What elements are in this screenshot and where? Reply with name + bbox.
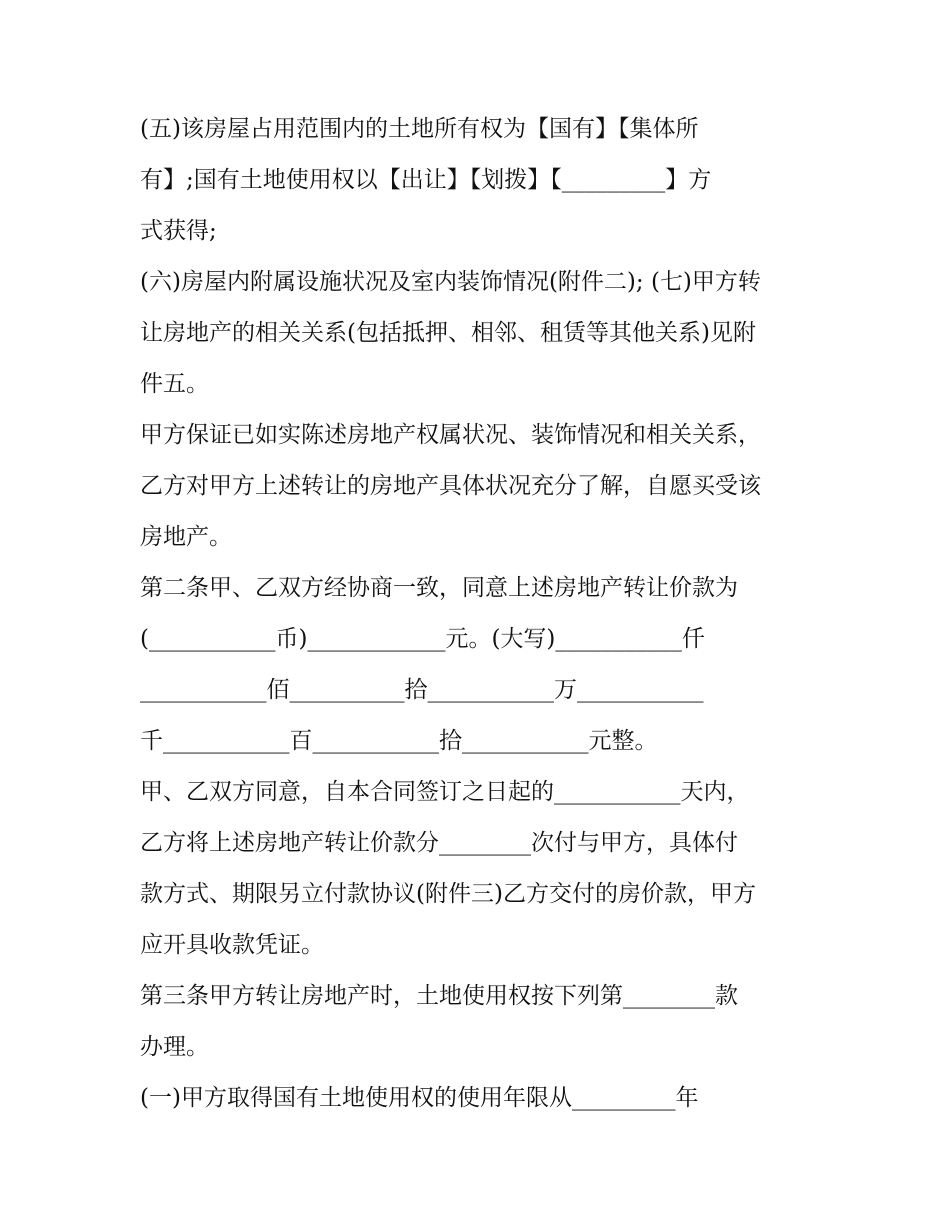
text-line: 式获得; xyxy=(140,218,217,244)
text-line: (___________币)____________元。(大写)___________仟 xyxy=(140,626,705,652)
text-line: (五)该房屋占用范围内的土地所有权为【国有】【集体所 xyxy=(140,116,699,142)
text-line: 第三条甲方转让房地产时，土地使用权按下列第________款 xyxy=(140,983,738,1009)
text-line: 让房地产的相关关系(包括抵押、相邻、租赁等其他关系)见附 xyxy=(140,320,756,346)
text-line: 乙方将上述房地产转让价款分________次付与甲方，具体付 xyxy=(140,830,738,856)
text-line: 千___________百___________拾___________元整。 xyxy=(140,728,658,754)
text-line: 件五。 xyxy=(140,371,209,397)
text-line: 款方式、期限另立付款协议(附件三)乙方交付的房价款，甲方 xyxy=(140,881,756,907)
text-line: 甲、乙双方同意，自本合同签订之日起的___________天内， xyxy=(140,779,750,805)
text-line: ___________佰__________拾___________万___________ xyxy=(140,677,704,703)
text-line: 应开具收款凭证。 xyxy=(140,932,324,958)
text-line: 房地产。 xyxy=(140,524,232,550)
text-line: 甲方保证已如实陈述房地产权属状况、装饰情况和相关关系， xyxy=(140,422,761,448)
text-line: 第二条甲、乙双方经协商一致，同意上述房地产转让价款为 xyxy=(140,575,738,601)
text-line: (六)房屋内附属设施状况及室内装饰情况(附件二); (七)甲方转 xyxy=(140,269,761,295)
text-line: (一)甲方取得国有土地使用权的使用年限从_________年 xyxy=(140,1085,699,1111)
text-line: 乙方对甲方上述转让的房地产具体状况充分了解，自愿买受该 xyxy=(140,473,761,499)
contract-text xyxy=(140,104,820,1124)
text-line: 办理。 xyxy=(140,1034,209,1060)
text-line: 有】;国有土地使用权以【出让】【划拨】【_________】方 xyxy=(140,167,712,193)
